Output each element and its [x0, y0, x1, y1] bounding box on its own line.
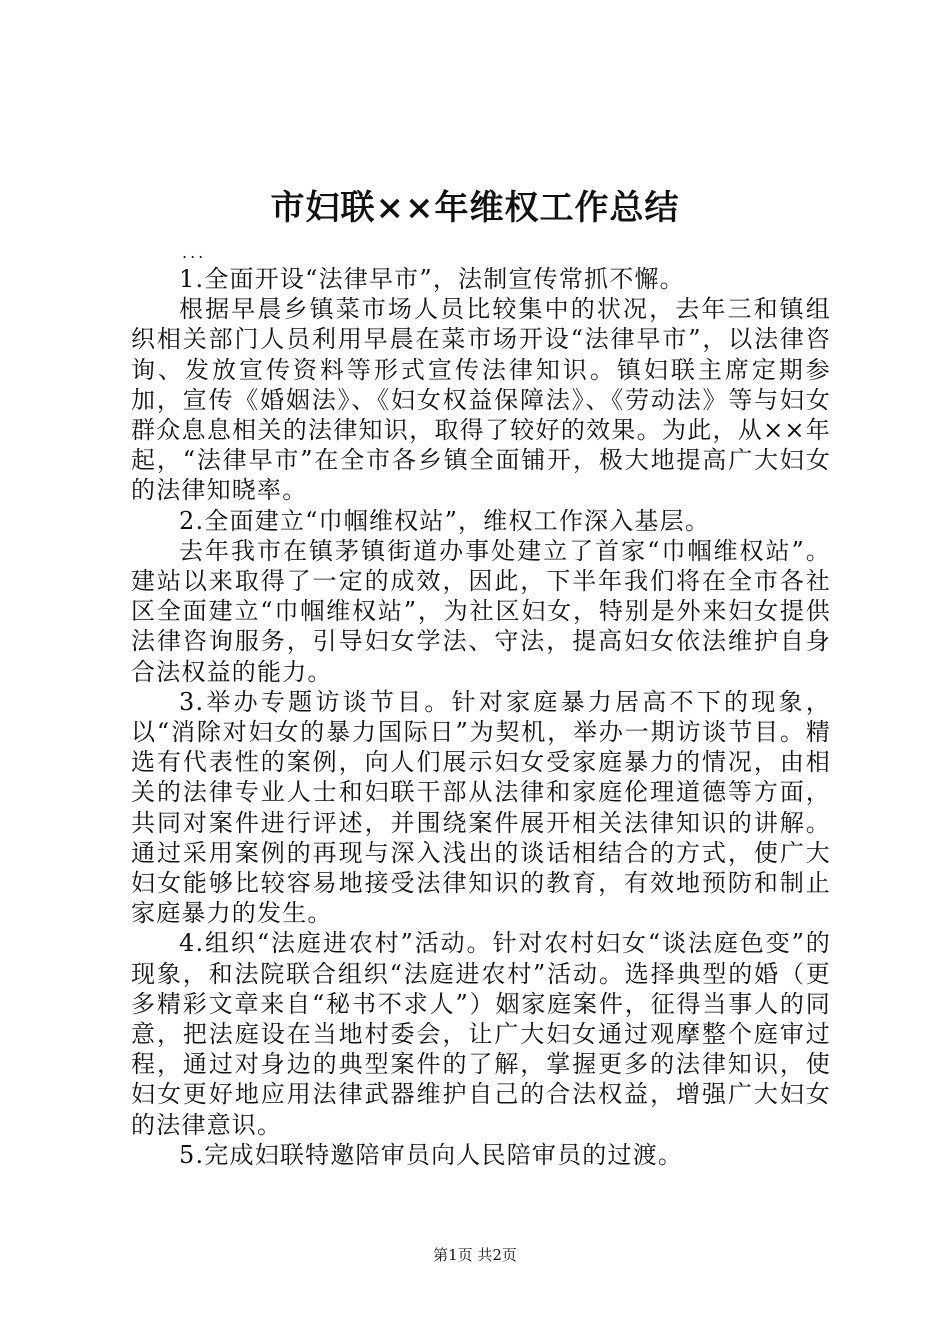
- body-paragraph-2: 去年我市在镇茅镇街道办事处建立了首家“巾帼维权站”。建站以来取得了一定的成效，因此，下半年我们将在全市各社区全面建立“巾帼维权站”，为社区妇女，特别是外来妇女提供法律咨询服务，引导妇女学法、守法，提高妇女依法维护自身合法权益的能力。: [131, 536, 831, 686]
- body-paragraph-1: 根据早晨乡镇菜市场人员比较集中的状况，去年三和镇组织相关部门人员利用早晨在菜市场开设“法律早市”，以法律咨询、发放宣传资料等形式宣传法律知识。镇妇联主席定期参加，宣传《婚姻法》、《妇女权益保障法》、《劳动法》等与妇女群众息息相关的法律知识，取得了较好的效果。为此，从××年起，“法律早市”在全市各乡镇全面铺开，极大地提高广大妇女的法律知晓率。: [131, 295, 831, 505]
- document-title: 市妇联××年维权工作总结: [270, 188, 680, 228]
- section-heading-5: 5.完成妇联特邀陪审员向人民陪审员的过渡。: [179, 1140, 684, 1169]
- section-heading-2: 2.全面建立“巾帼维权站”，维权工作深入基层。: [179, 506, 711, 535]
- page-footer: 第1页 共2页: [433, 1246, 517, 1264]
- section-paragraph-4: 4.组织“法庭进农村”活动。针对农村妇女“谈法庭色变”的现象，和法院联合组织“法庭进农村”活动。选择典型的婚（更多精彩文章来自“秘书不求人”）姻家庭案件，征得当事人的同意，把法庭设在当地村委会，让广大妇女通过观摩整个庭审过程，通过对身边的典型案件的了解，掌握更多的法律知识，使妇女更好地应用法律武器维护自己的合法权益，增强广大妇女的法律意识。: [131, 929, 831, 1139]
- document-body: [131, 264, 831, 1170]
- section-paragraph-3: 3.举办专题访谈节目。针对家庭暴力居高不下的现象，以“消除对妇女的暴力国际日”为契机，举办一期访谈节目。精选有代表性的案例，向人们展示妇女受家庭暴力的情况，由相关的法律专业人士和妇联干部从法律和家庭伦理道德等方面，共同对案件进行评述，并围绕案件展开相关法律知识的讲解。通过采用案例的再现与深入浅出的谈话相结合的方式，使广大妇女能够比较容易地接受法律知识的教育，有效地预防和制止家庭暴力的发生。: [131, 687, 831, 928]
- ellipsis-marker: ...: [182, 243, 207, 262]
- section-heading-1: 1.全面开设“法律早市”，法制宣传常抓不懈。: [179, 265, 685, 293]
